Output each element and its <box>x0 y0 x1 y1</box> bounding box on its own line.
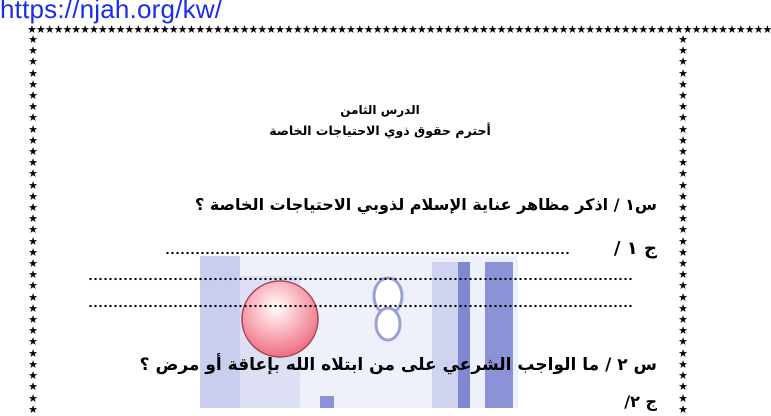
question-1: س١ / اذكر مظاهر عناية الإسلام لذوبي الاحتياجات الخاصة ؟ <box>195 195 657 214</box>
answer-1-line-2 <box>88 276 632 282</box>
answer-2-label: ج ٢/ <box>624 392 657 411</box>
answer-1-label: ج ١ / <box>613 238 657 259</box>
site-url[interactable]: https://njah.org/kw/ <box>0 0 223 24</box>
star-border-right: ★★★★★★★★★★★★★★★★★★★★★★★★★★★★★★★★★★ <box>678 33 688 416</box>
answer-1-line-3 <box>88 303 632 309</box>
answer-1-line <box>165 250 570 256</box>
lesson-title: أحترم حقوق ذوي الاحتياجات الخاصة <box>269 123 491 138</box>
lesson-number: الدرس الثامن <box>340 103 420 117</box>
question-2: س ٢ / ما الواجب الشرعي على من ابتلاه الله بإعاقة أو مرض ؟ <box>139 355 657 375</box>
star-border-top: ★★★★★★★★★★★★★★★★★★★★★★★★★★★★★★★★★★★★★★★★★★★★★★★★★★★★★★★★★★★★★★★★★★★★★★★★★★★★★★★★★★★★ <box>27 23 771 36</box>
star-border-left: ★★★★★★★★★★★★★★★★★★★★★★★★★★★★★★★★★★ <box>28 33 38 416</box>
